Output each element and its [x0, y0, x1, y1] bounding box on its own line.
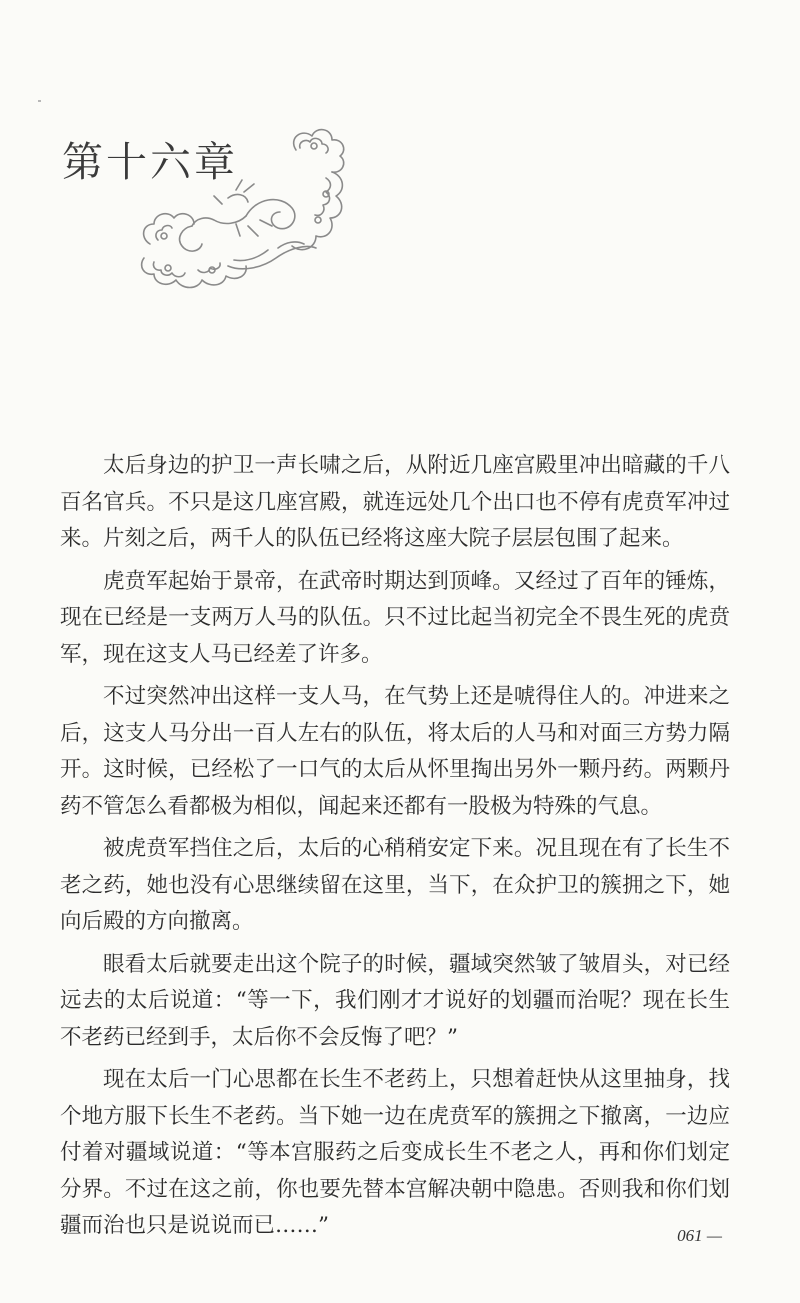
- paragraph: 不过突然冲出这样一支人马，在气势上还是唬得住人的。冲进来之后，这支人马分出一百人左右的队伍，将太后的人马和对面三方势力隔开。这时候，已经松了一口气的太后从怀里掏出另外一颗丹药。两颗丹药不管怎么看都极为相似，闻起来还都有一股极为特殊的气息。: [60, 684, 730, 819]
- paragraph: 现在太后一门心思都在长生不老药上，只想着赶快从这里抽身，找个地方服下长生不老药。当下她一边在虎贲军的簇拥之下撤离，一边应付着对疆域说道：“等本宫服药之后变成长生不老之人，再和你们划定分界。不过在这之前，你也要先替本宫解决朝中隐患。否则我和你们划疆而治也只是说说而已……”: [60, 1067, 730, 1238]
- cloud-dragon-ornament-icon: [128, 120, 346, 300]
- chapter-body: [60, 448, 730, 1251]
- scan-speck: [38, 100, 41, 102]
- paragraph: 虎贲军起始于景帝，在武帝时期达到顶峰。又经过了百年的锤炼，现在已经是一支两万人马的队伍。只不过比起当初完全不畏生死的虎贲军，现在这支人马已经差了许多。: [60, 568, 730, 667]
- chapter-title: 第十六章: [62, 138, 238, 186]
- paragraph: 眼看太后就要走出这个院子的时候，疆域突然皱了皱眉头，对已经远去的太后说道：“等一下，我们刚才才说好的划疆而治呢？现在长生不老药已经到手，太后你不会反悔了吧？”: [60, 951, 730, 1050]
- paragraph: 太后身边的护卫一声长啸之后，从附近几座宫殿里冲出暗藏的千八百名官兵。不只是这几座宫殿，就连远处几个出口也不停有虎贲军冲过来。片刻之后，两千人的队伍已经将这座大院子层层包围了起来。: [60, 453, 730, 551]
- page-number: 061 —: [677, 1226, 722, 1245]
- paragraph: 被虎贲军挡住之后，太后的心稍稍安定下来。况且现在有了长生不老之药，她也没有心思继续留在这里，当下，在众护卫的簇拥之下，她向后殿的方向撤离。: [60, 836, 730, 934]
